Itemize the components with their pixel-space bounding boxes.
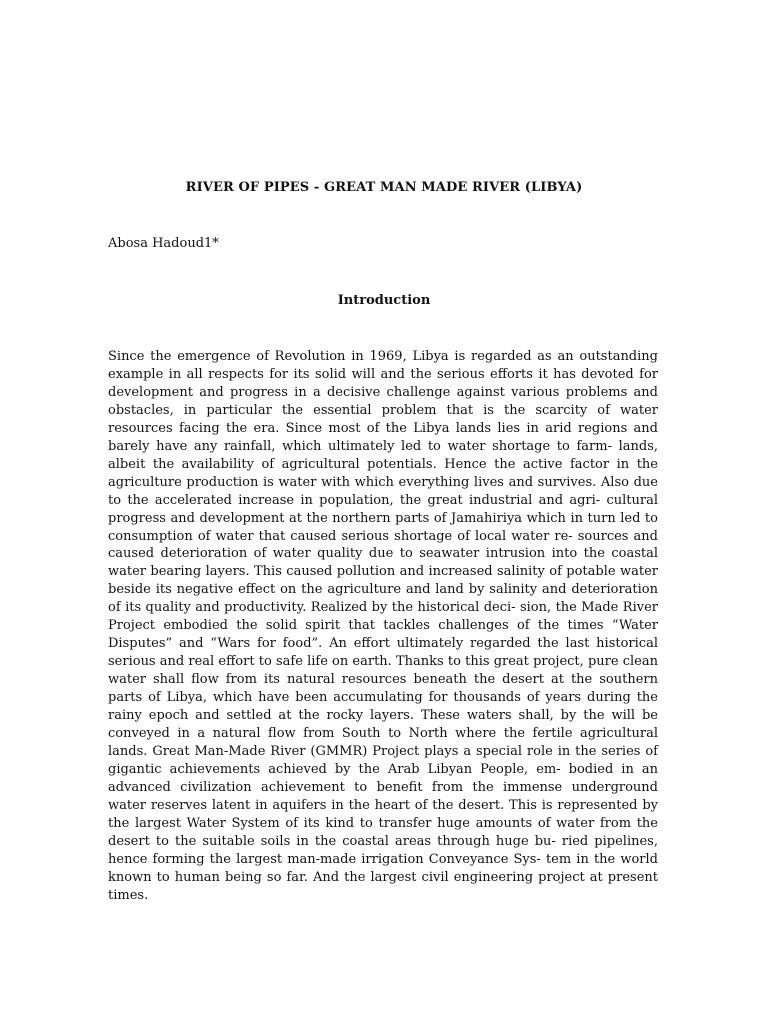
author-name: Abosa Hadoud1* bbox=[108, 236, 219, 251]
section-heading: Introduction bbox=[337, 293, 431, 308]
body-paragraph: Since the emergence of Revolution in 1969, Libya is regarded as an outstanding example in all respects for its solid will and the serious efforts it has devoted for development and progress in a decisive challenge against various problems and obstacles, in particular the essential problem that is the scarcity of water resources facing the era. Since most of the Libya lands lies in arid regions and barely have any rainfall, which ultimately led to water shortage to farm- lands, albeit the availability of agricultural potentials. Hence the active factor in the agriculture production is water with which everything lives and survives. Also due to the accelerated increase in population, the great industrial and agri- cultural progress and development at the northern parts of Jamahiriya which in turn led to consumption of water that caused serious shortage of local water re- sources and caused deterioration of water quality due to seawater intrusion into the coastal water bearing layers. This caused pollution and increased salinity of potable water beside its negative effect on the agriculture and land by salinity and deterioration of its quality and productivity. Realized by the historical deci- sion, the Made River Project embodied the solid spirit that tackles challenges of the times “Water Disputes” and “Wars for food”. An effort ultimately regarded the last historical serious and real effort to safe life on earth. Thanks to this great project, pure clean water shall flow from its natural resources beneath the desert at the southern parts of Libya, which have been accumulating for thousands of years during the rainy epoch and settled at the rocky layers. These waters shall, by the will be conveyed in a natural flow from South to North where the fertile agricultural lands. Great Man-Made River (GMMR) Project plays a special role in the series of gigantic achievements achieved by the Arab Libyan People, em- bodied in an advanced civilization achievement to benefit from the immense underground water reserves latent in aquifers in the heart of the desert. This is represented by the largest Water System of its kind to transfer huge amounts of water from the desert to the suitable soils in the coastal areas through huge bu- ried pipelines, hence forming the largest man-made irrigation Conveyance Sys- tem in the world known to human being so far. And the largest civil engineering project at present times. bbox=[108, 349, 658, 903]
document-title: RIVER OF PIPES - GREAT MAN MADE RIVER (LIBYA) bbox=[185, 180, 583, 195]
